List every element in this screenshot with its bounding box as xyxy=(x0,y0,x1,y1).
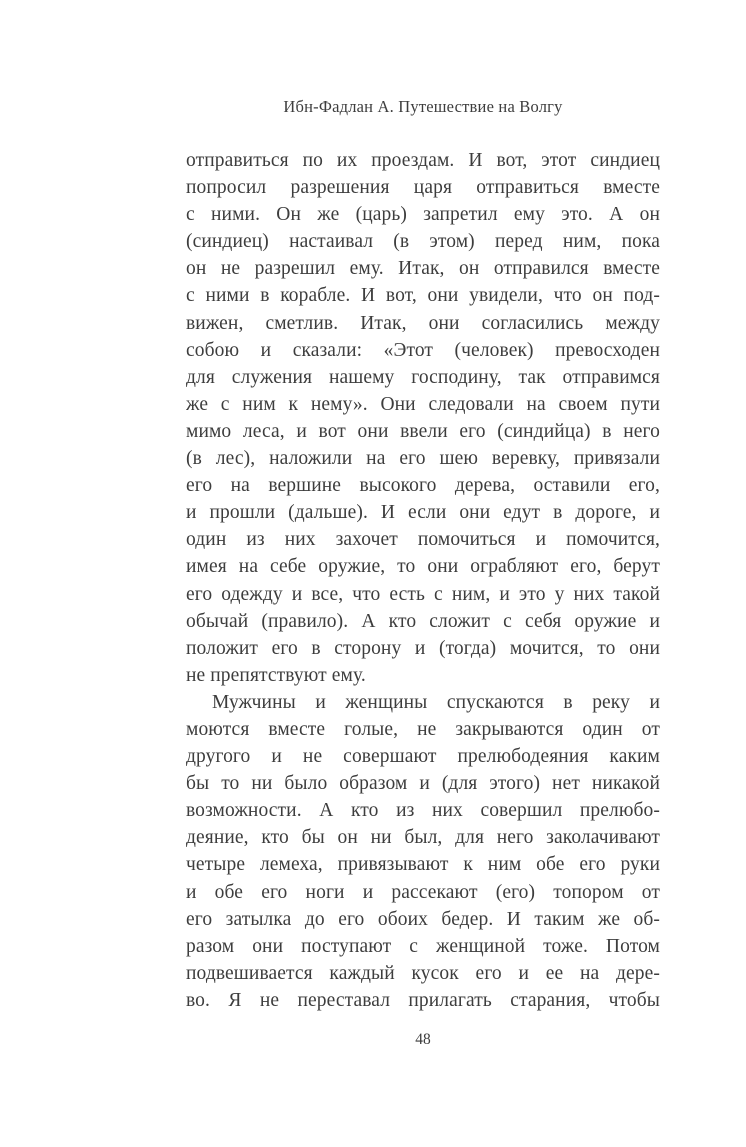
text-line: же с ним к нему». Они следовали на своем пути xyxy=(186,393,660,415)
text-line: вижен, сметлив. Итак, они согласились между xyxy=(186,312,660,334)
paragraph xyxy=(186,147,660,689)
text-line: подвешивается каждый кусок его и ее на дере- xyxy=(186,962,660,984)
text-line: четыре лемеха, привязывают к ним обе его руки xyxy=(186,854,660,876)
text-block xyxy=(186,147,660,1014)
paragraph xyxy=(186,689,660,1014)
text-line: его на вершине высокого дерева, оставили его, xyxy=(186,475,660,497)
text-line: один из них захочет помочиться и помочится, xyxy=(186,529,660,551)
text-line: с ними в корабле. И вот, они увидели, что он под- xyxy=(186,285,660,307)
text-line: и обе его ноги и рассекают (его) топором от xyxy=(186,881,660,903)
text-line: разом они поступают с женщиной тоже. Потом xyxy=(186,935,660,957)
running-header: Ибн-Фадлан А. Путешествие на Волгу xyxy=(283,97,563,116)
text-line: мимо леса, и вот они ввели его (синдийца) в него xyxy=(186,420,660,442)
text-line: отправиться по их проездам. И вот, этот синдиец xyxy=(186,150,660,171)
text-line: обычай (правило). А кто сложит с себя оружие и xyxy=(186,610,660,632)
text-line: (в лес), наложили на его шею веревку, привязали xyxy=(186,448,660,470)
text-line: его затылка до его обоих бедер. И таким же об- xyxy=(186,908,660,930)
text-line: деяние, кто бы он ни был, для него заколачивают xyxy=(186,827,660,849)
text-line: попросил разрешения царя отправиться вместе xyxy=(186,177,660,199)
text-line: Мужчины и женщины спускаются в реку и xyxy=(212,691,660,713)
page-number: 48 xyxy=(415,1031,431,1048)
text-line: не препятствуют ему. xyxy=(186,664,366,686)
text-line: для служения нашему господину, так отправимся xyxy=(186,366,660,388)
text-line: другого и не совершают прелюбодеяния каким xyxy=(186,746,660,768)
text-line: бы то ни было образом и (для этого) нет никакой xyxy=(186,773,660,795)
text-line: с ними. Он же (царь) запретил ему это. А он xyxy=(186,204,660,226)
text-line: (синдиец) настаивал (в этом) перед ним, пока xyxy=(186,231,660,253)
text-line: возможности. А кто из них совершил прелюбо- xyxy=(186,800,660,822)
text-line: во. Я не переставал прилагать старания, чтобы xyxy=(186,989,660,1011)
text-line: он не разрешил ему. Итак, он отправился вместе xyxy=(186,258,660,280)
text-line: собою и сказали: «Этот (человек) превосходен xyxy=(186,339,660,361)
text-line: его одежду и все, что есть с ним, и это у них такой xyxy=(186,583,660,605)
text-line: и прошли (дальше). И если они едут в дороге, и xyxy=(186,502,660,524)
text-line: положит его в сторону и (тогда) мочится, то они xyxy=(186,637,660,659)
text-line: моются вместе голые, не закрываются один от xyxy=(186,718,660,740)
text-line: имея на себе оружие, то они ограбляют его, берут xyxy=(186,556,660,578)
